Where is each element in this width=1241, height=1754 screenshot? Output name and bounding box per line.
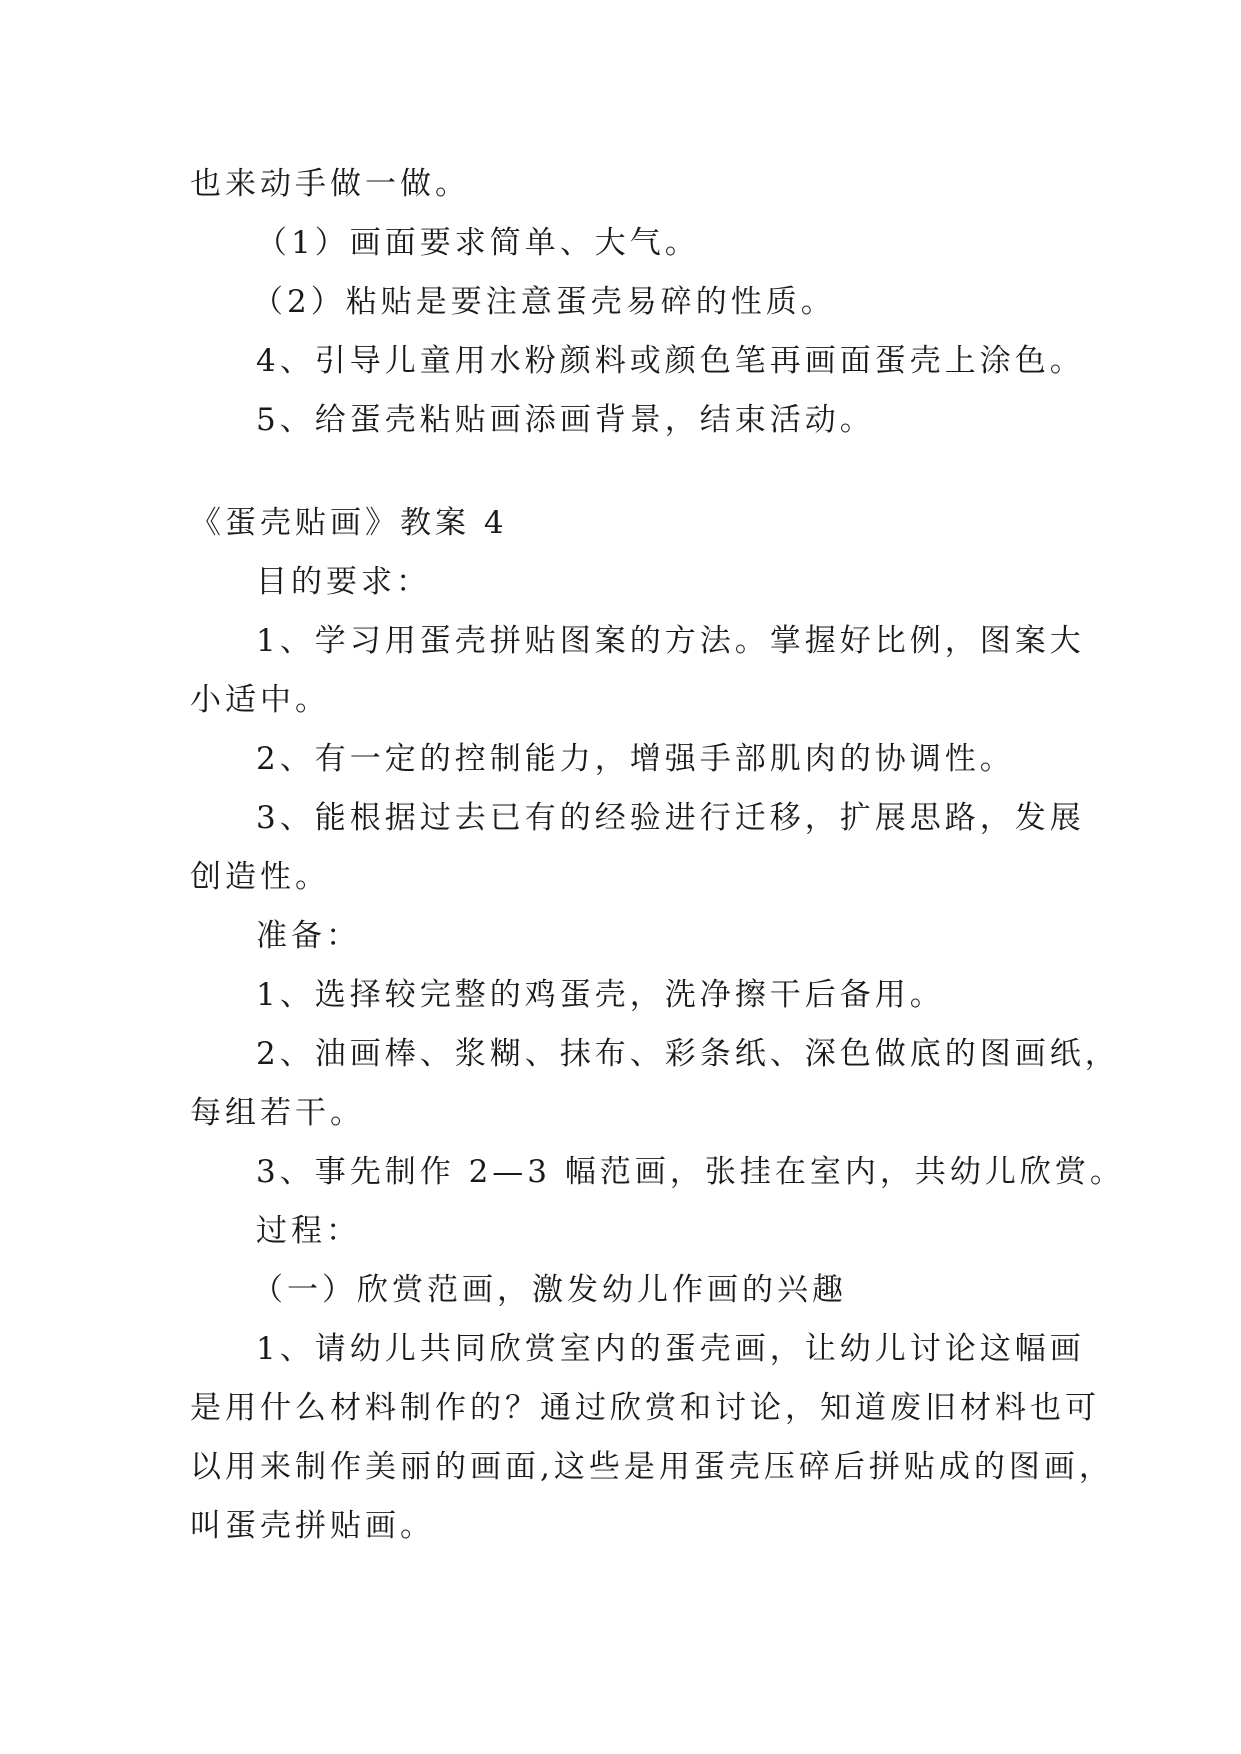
text-line: 2、有一定的控制能力，增强手部肌肉的协调性。 bbox=[256, 741, 1015, 777]
text-line: 过程： bbox=[256, 1213, 361, 1249]
text-line: 5、给蛋壳粘贴画添画背景，结束活动。 bbox=[256, 402, 875, 438]
text-line: 也来动手做一做。 bbox=[190, 166, 470, 202]
text-line: 每组若干。 bbox=[190, 1095, 365, 1131]
text-line: 1、选择较完整的鸡蛋壳，洗净擦干后备用。 bbox=[256, 977, 945, 1013]
document-body bbox=[190, 155, 1125, 1556]
text-line: （一）欣赏范画，激发幼儿作画的兴趣 bbox=[252, 1272, 847, 1308]
text-line: 创造性。 bbox=[190, 859, 330, 895]
text-line: 3、能根据过去已有的经验进行迁移，扩展思路，发展 bbox=[256, 800, 1085, 836]
text-line: 是用什么材料制作的？通过欣赏和讨论，知道废旧材料也可 bbox=[190, 1390, 1100, 1426]
text-line: 目的要求： bbox=[256, 564, 431, 600]
text-line: （2）粘贴是要注意蛋壳易碎的性质。 bbox=[252, 284, 836, 320]
text-line: 2、油画棒、浆糊、抹布、彩条纸、深色做底的图画纸， bbox=[256, 1036, 1120, 1072]
text-line: 《蛋壳贴画》教案 4 bbox=[190, 505, 508, 541]
text-block-lesson-4 bbox=[190, 494, 1125, 1556]
text-line: 3、事先制作 2—3 幅范画，张挂在室内，共幼儿欣赏。 bbox=[256, 1154, 1125, 1190]
section-gap bbox=[190, 450, 1060, 494]
text-line: 准备： bbox=[256, 918, 361, 954]
text-line: （1）画面要求简单、大气。 bbox=[256, 225, 700, 261]
text-line: 叫蛋壳拼贴画。 bbox=[190, 1508, 435, 1544]
text-line: 1、请幼儿共同欣赏室内的蛋壳画，让幼儿讨论这幅画 bbox=[256, 1331, 1085, 1367]
text-block-previous-lesson bbox=[190, 155, 1085, 450]
text-line: 小适中。 bbox=[190, 682, 330, 718]
text-line: 以用来制作美丽的画面,这些是用蛋壳压碎后拼贴成的图画， bbox=[190, 1449, 1114, 1485]
text-line: 1、学习用蛋壳拼贴图案的方法。掌握好比例，图案大 bbox=[256, 623, 1085, 659]
text-line: 4、引导儿童用水粉颜料或颜色笔再画面蛋壳上涂色。 bbox=[256, 343, 1085, 379]
